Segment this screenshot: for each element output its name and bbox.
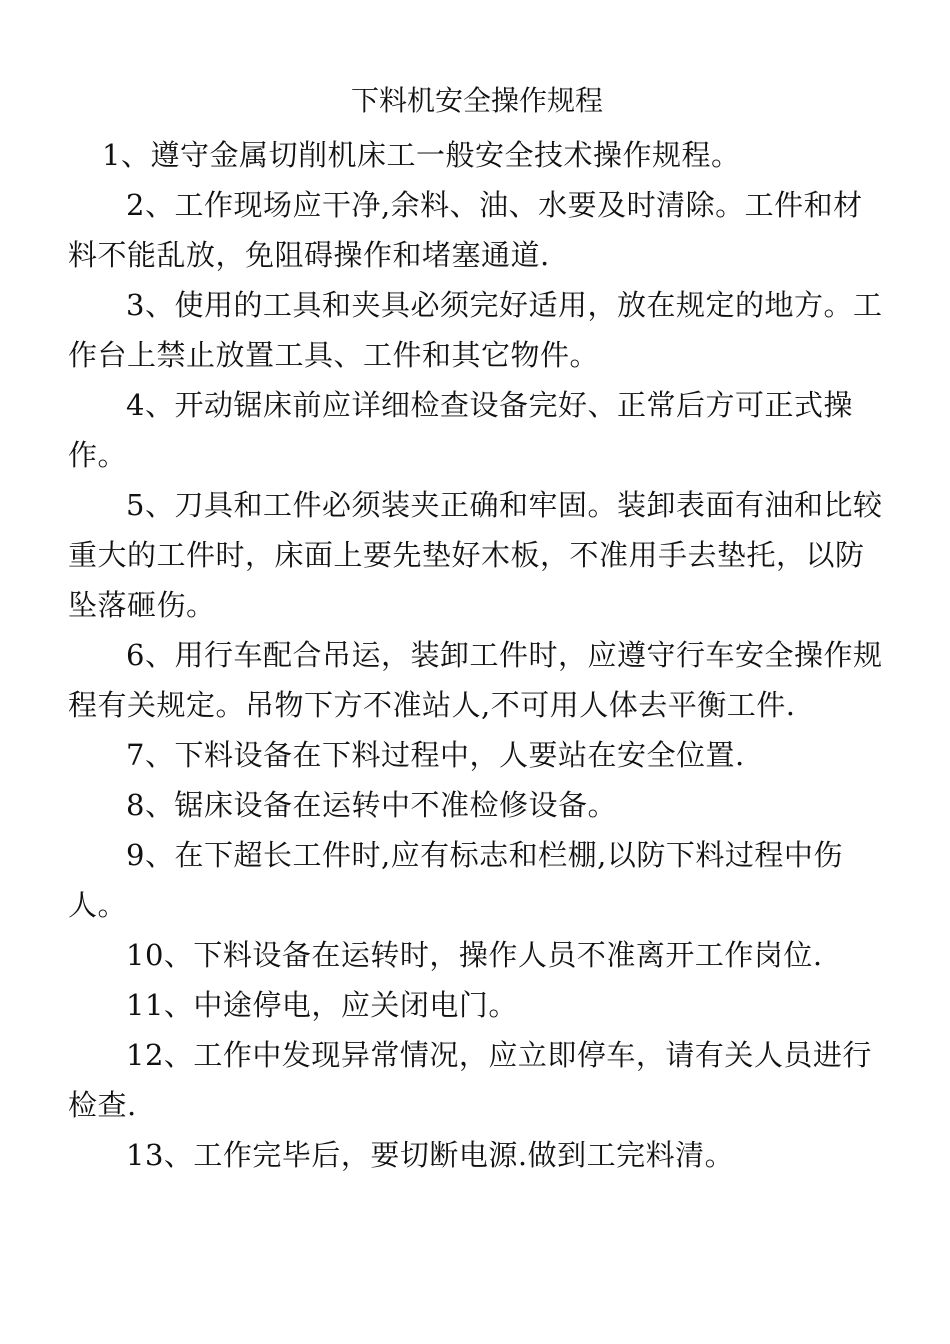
rule-item-2: 2、工作现场应干净,余料、油、水要及时清除。工件和材料不能乱放，免阻碍操作和堵塞通道. <box>68 188 863 272</box>
rule-item-8: 8、锯床设备在运转中不准检修设备。 <box>126 788 617 822</box>
rule-item-11: 11、中途停电，应关闭电门。 <box>126 988 518 1022</box>
rule-item-9: 9、在下超长工件时,应有标志和栏棚,以防下料过程中伤人。 <box>68 838 843 922</box>
rule-item-13: 13、工作完毕后，要切断电源.做到工完料清。 <box>126 1138 735 1172</box>
document-page <box>68 72 886 1180</box>
rule-item-5: 5、刀具和工件必须装夹正确和牢固。装卸表面有油和比较重大的工件时，床面上要先垫好木板，不准用手去垫托，以防坠落砸伤。 <box>68 488 883 622</box>
rule-item-3: 3、使用的工具和夹具必须完好适用，放在规定的地方。工作台上禁止放置工具、工件和其它物件。 <box>68 288 883 372</box>
rule-item-12: 12、工作中发现异常情况，应立即停车，请有关人员进行检查. <box>68 1038 872 1122</box>
rule-item-7: 7、下料设备在下料过程中，人要站在安全位置. <box>126 738 745 772</box>
rule-item-10: 10、下料设备在运转时，操作人员不准离开工作岗位. <box>126 938 823 972</box>
rule-item-6: 6、用行车配合吊运，装卸工件时，应遵守行车安全操作规程有关规定。吊物下方不准站人,不可用人体去平衡工件. <box>68 638 883 722</box>
document-title: 下料机安全操作规程 <box>350 84 603 117</box>
rule-item-4: 4、开动锯床前应详细检查设备完好、正常后方可正式操作。 <box>68 388 853 472</box>
rule-item-1: 1、遵守金属切削机床工一般安全技术操作规程。 <box>102 138 741 172</box>
